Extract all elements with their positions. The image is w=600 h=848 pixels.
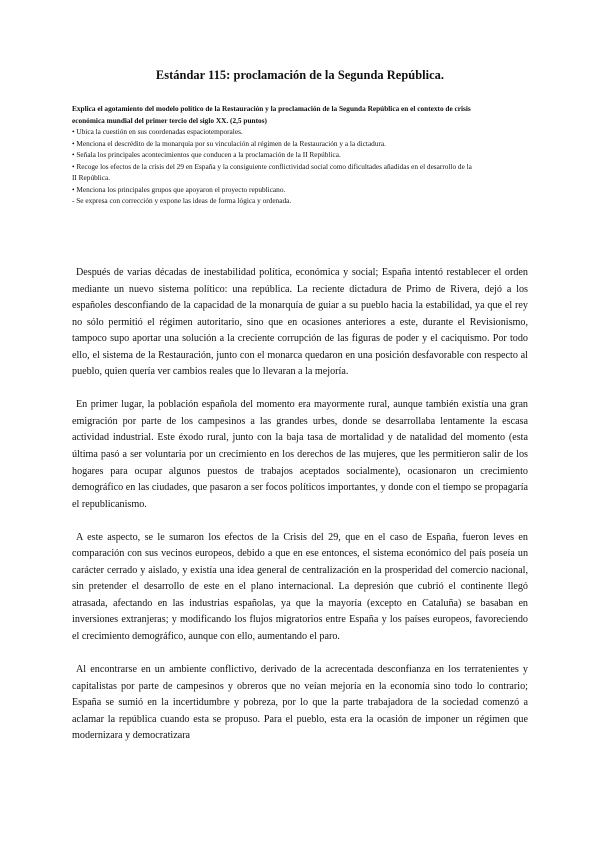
- criteria-item: • Menciona los principales grupos que apoyaron el proyecto republicano.: [72, 184, 286, 194]
- criteria-item: • Recoge los efectos de la crisis del 29 en España y la consiguiente conflictividad social como dificultades añadidas en el desarrollo de la II República.: [72, 161, 472, 182]
- exam-prompt: Explica el agotamiento del modelo político de la Restauración y la proclamación de la Segunda República en el contexto de crisis económica mundial del primer tercio del siglo XX. (2,5 puntos): [72, 104, 471, 125]
- document-title: Estándar 115: proclamación de la Segunda República.: [155, 68, 445, 82]
- criteria-item: • Ubica la cuestión en sus coordenadas espaciotemporales.: [72, 127, 243, 136]
- essay-paragraph: Después de varias décadas de inestabilidad política, económica y social; España intentó restablecer el orden mediante un nuevo sistema político: una república. La reciente dictadura de Primo de Rivera, dejó a los españoles desconfiando de la capacidad de la monarquía de guiar a su pueblo hacia la estabilidad, ya que el rey no sólo permitió el régimen autoritario, sino que en ocasiones anteriores a este, durante el Revisionismo, tampoco supo aportar una solución a la creciente corrupción de las figuras de poder y el caciquismo. Por todo ello, el sistema de la Restauración, junto con el monarca quedaron en una posición desfavorable con respecto al pueblo, quien quería ver cambios reales que lo llevaran a la mejoría.: [72, 267, 528, 378]
- criteria-list: [72, 126, 472, 207]
- essay-paragraph: Al encontrarse en un ambiente conflictivo, derivado de la acrecentada desconfianza en los terratenientes y capitalistas por parte de campesinos y obreros que no veían mejoría en la economía sino todo lo contrario; España se sumió en la incertidumbre y pobreza, por lo que la parte trabajadora de la sociedad comenzó a aclamar la república cuando esta se propuso. Para el pueblo, esta era la ocasión de imponer un régimen que modernizara y democratizara: [72, 663, 528, 742]
- essay-paragraph: En primer lugar, la población española del momento era mayormente rural, aunque también existía una gran emigración por parte de los campesinos a las grandes urbes, donde se desarrollaba lentamente la escasa actividad industrial. Este éxodo rural, junto con la baja tasa de mortalidad y de natalidad del momento (esta última pasó a ser voluntaria por un crecimiento en los derechos de las mujeres, que les permitieron salir de los hogares para ocupar algunos puestos de trabajos aceptados socialmente), ocasionaron un crecimiento demográfico en las ciudades, que pasaron a ser focos políticos importantes, y donde con el tiempo se propagaría el republicanismo.: [72, 399, 528, 510]
- criteria-item: - Se expresa con corrección y expone las ideas de forma lógica y ordenada.: [72, 196, 292, 205]
- exam-instructions: [72, 103, 472, 207]
- criteria-item: • Señala los principales acontecimientos que conducen a la proclamación de la II República.: [72, 150, 341, 159]
- criteria-item: • Menciona el descrédito de la monarquía por su vinculación al régimen de la Restauración y a la dictadura.: [72, 138, 386, 148]
- essay-paragraph: A este aspecto, se le sumaron los efectos de la Crisis del 29, que en el caso de España, fueron leves en comparación con sus vecinos europeos, debido a que en ese entonces, el sistema económico del país poseía un carácter cerrado y aislado, y existía una idea general de centralización en la prosperidad del comercio nacional, sin pretender el desarrollo de este en el plano internacional. La depresión que cubrió el continente llegó atrasada, afectando en las industrias españolas, ya que la mayoría (excepto en Cataluña) se basaban en inversiones extranjeras; y modificando los flujos migratorios entre España y los países europeos, favoreciendo el crecimiento demográfico, aunque con ello, aumentando el paro.: [72, 531, 528, 642]
- essay-body: [72, 265, 528, 761]
